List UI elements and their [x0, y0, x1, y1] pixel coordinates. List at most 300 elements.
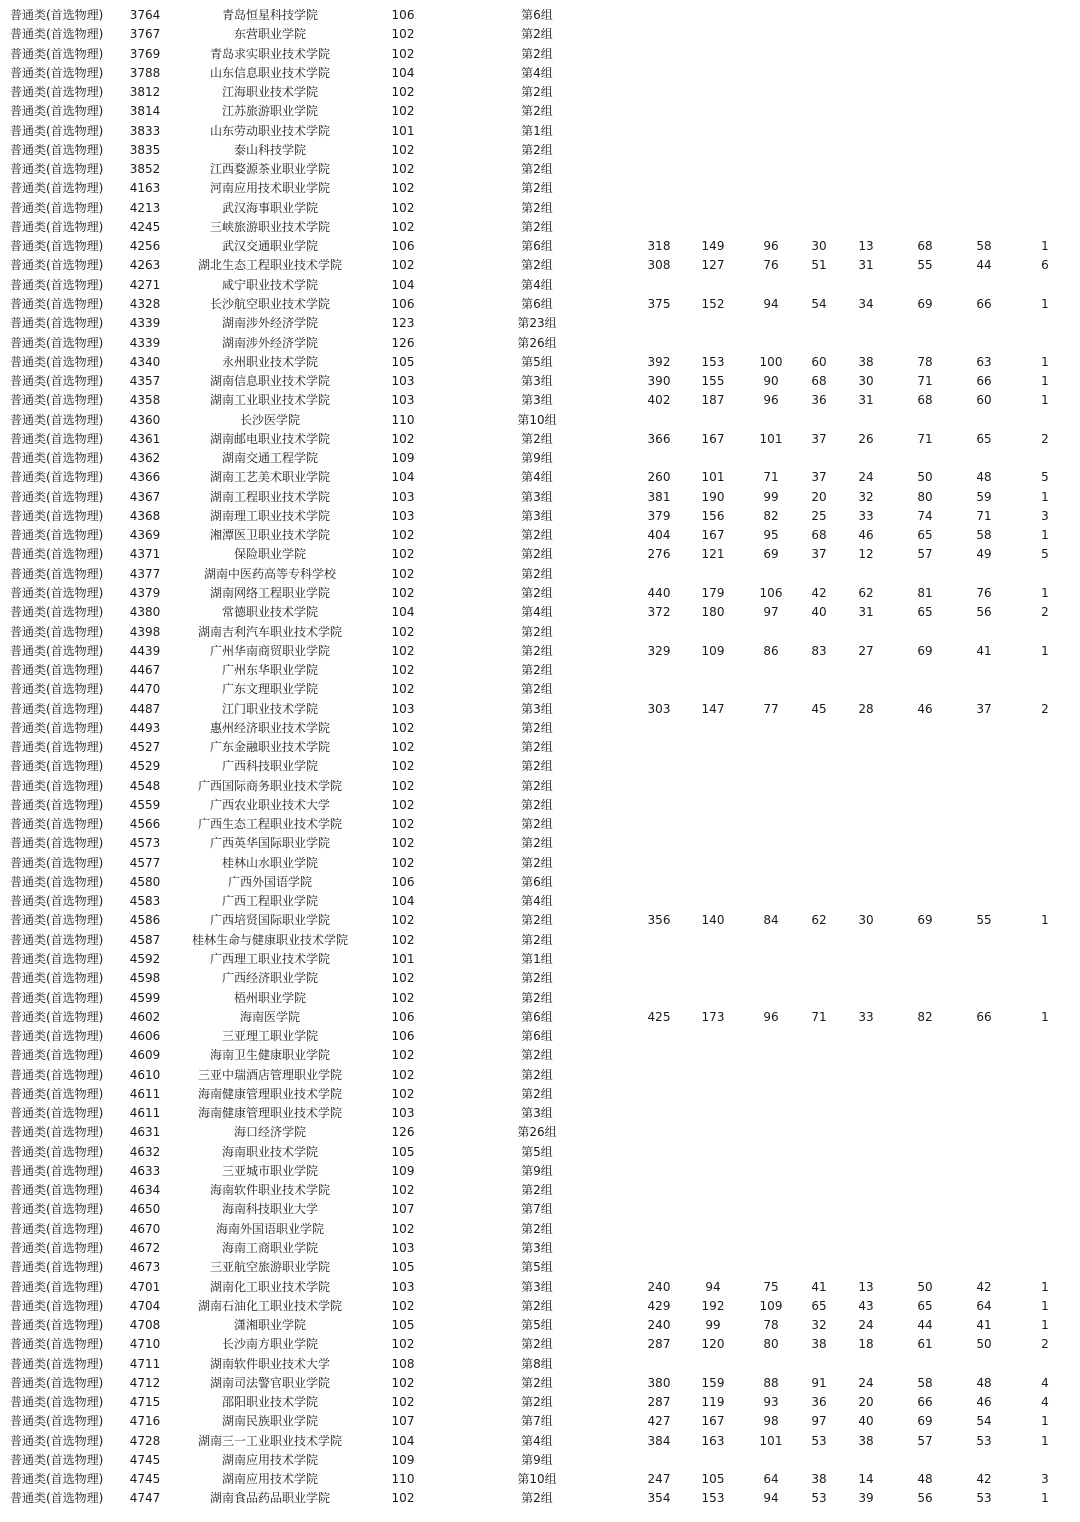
group-code-cell: 103 [391, 1106, 415, 1121]
school-code-cell: 4256 [129, 239, 161, 254]
school-name-cell: 广东文理职业学院 [221, 682, 318, 697]
school-code-cell: 4380 [129, 605, 161, 620]
stat-cell-6: 64 [976, 1298, 992, 1313]
school-code-cell: 4360 [129, 412, 161, 427]
school-name-cell: 三峡旅游职业技术学院 [209, 219, 330, 234]
stat-cell-2: 97 [763, 605, 779, 620]
group-label-cell: 第2组 [521, 778, 553, 793]
school-code-cell: 4398 [129, 624, 161, 639]
stat-cell-2: 76 [763, 258, 779, 273]
category-cell: 普通类(首选物理) [10, 181, 104, 196]
group-label-cell: 第2组 [521, 181, 553, 196]
group-code-cell: 102 [391, 778, 415, 793]
group-label-cell: 第2组 [521, 85, 553, 100]
stat-cell-4: 27 [858, 643, 874, 658]
table-row [0, 565, 1080, 584]
category-cell: 普通类(首选物理) [10, 932, 104, 947]
category-cell: 普通类(首选物理) [10, 508, 104, 523]
group-label-cell: 第2组 [521, 528, 553, 543]
group-label-cell: 第2组 [521, 566, 553, 581]
table-row [0, 738, 1080, 757]
group-label-cell: 第10组 [517, 412, 557, 427]
stat-cell-3: 32 [811, 1318, 827, 1333]
table-row [0, 545, 1080, 564]
group-code-cell: 102 [391, 817, 415, 832]
stat-cell-5: 48 [917, 1472, 933, 1487]
stat-cell-1: 127 [701, 258, 725, 273]
group-code-cell: 105 [391, 1144, 415, 1159]
school-name-cell: 河南应用技术职业学院 [209, 181, 330, 196]
table-row [0, 122, 1080, 141]
school-name-cell: 青岛恒星科技学院 [221, 8, 318, 22]
stat-cell-3: 41 [811, 1279, 827, 1294]
school-name-cell: 广州东华职业学院 [221, 663, 318, 678]
group-code-cell: 102 [391, 219, 415, 234]
table-row [0, 950, 1080, 969]
stat-cell-6: 53 [976, 1433, 992, 1448]
stat-cell-7: 1 [1041, 1433, 1049, 1448]
table-row [0, 353, 1080, 372]
group-code-cell: 102 [391, 566, 415, 581]
group-label-cell: 第2组 [521, 1395, 553, 1410]
group-code-cell: 102 [391, 547, 415, 562]
school-name-cell: 湖南工程职业技术学院 [209, 489, 330, 504]
category-cell: 普通类(首选物理) [10, 874, 104, 889]
stat-cell-4: 43 [858, 1298, 874, 1313]
stat-cell-0: 247 [647, 1472, 671, 1487]
table-row [0, 1393, 1080, 1412]
school-name-cell: 湖南应用技术学院 [221, 1472, 318, 1487]
stat-cell-3: 42 [811, 585, 827, 600]
stat-cell-4: 30 [858, 374, 874, 389]
school-code-cell: 4163 [129, 181, 161, 196]
group-code-cell: 102 [391, 932, 415, 947]
category-cell: 普通类(首选物理) [10, 1067, 104, 1082]
category-cell: 普通类(首选物理) [10, 258, 104, 273]
group-label-cell: 第2组 [521, 46, 553, 61]
table-row [0, 584, 1080, 603]
group-code-cell: 106 [391, 239, 415, 254]
group-code-cell: 106 [391, 1009, 415, 1024]
stat-cell-0: 260 [647, 470, 671, 485]
stat-cell-2: 94 [763, 296, 779, 311]
stat-cell-6: 42 [976, 1279, 992, 1294]
table-row [0, 372, 1080, 391]
school-name-cell: 江门职业技术学院 [221, 701, 318, 716]
school-code-cell: 4340 [129, 354, 161, 369]
school-name-cell: 海南健康管理职业技术学院 [197, 1086, 342, 1101]
group-label-cell: 第6组 [521, 1029, 553, 1044]
stat-cell-1: 167 [701, 528, 725, 543]
stat-cell-4: 24 [858, 470, 874, 485]
stat-cell-7: 2 [1041, 431, 1049, 446]
school-code-cell: 4670 [129, 1221, 161, 1236]
group-code-cell: 110 [391, 1472, 415, 1487]
group-label-cell: 第10组 [517, 1472, 557, 1487]
stat-cell-3: 51 [811, 258, 827, 273]
category-cell: 普通类(首选物理) [10, 1298, 104, 1313]
category-cell: 普通类(首选物理) [10, 451, 104, 466]
school-code-cell: 4583 [129, 894, 161, 909]
table-row [0, 1258, 1080, 1277]
group-label-cell: 第2组 [521, 663, 553, 678]
stat-cell-4: 28 [858, 701, 874, 716]
stat-cell-1: 152 [701, 296, 725, 311]
table-row [0, 488, 1080, 507]
stat-cell-3: 37 [811, 547, 827, 562]
group-label-cell: 第4组 [521, 277, 553, 292]
table-row [0, 873, 1080, 892]
school-code-cell: 4369 [129, 528, 161, 543]
group-code-cell: 102 [391, 990, 415, 1005]
school-name-cell: 邵阳职业技术学院 [221, 1395, 318, 1410]
group-label-cell: 第3组 [521, 1106, 553, 1121]
school-name-cell: 保险职业学院 [233, 547, 306, 562]
table-row [0, 449, 1080, 468]
stat-cell-3: 68 [811, 374, 827, 389]
stat-cell-7: 1 [1041, 374, 1049, 389]
group-code-cell: 102 [391, 1067, 415, 1082]
school-name-cell: 海南科技职业大学 [221, 1202, 318, 1217]
category-cell: 普通类(首选物理) [10, 123, 104, 138]
stat-cell-7: 1 [1041, 354, 1049, 369]
group-code-cell: 102 [391, 142, 415, 157]
stat-cell-4: 39 [858, 1491, 874, 1506]
school-code-cell: 4271 [129, 277, 161, 292]
stat-cell-0: 427 [647, 1414, 671, 1429]
category-cell: 普通类(首选物理) [10, 1433, 104, 1448]
school-name-cell: 湖南交通工程学院 [221, 451, 318, 466]
stat-cell-6: 37 [976, 701, 992, 716]
category-cell: 普通类(首选物理) [10, 682, 104, 697]
group-code-cell: 102 [391, 682, 415, 697]
group-label-cell: 第9组 [521, 1452, 553, 1467]
stat-cell-4: 40 [858, 1414, 874, 1429]
school-code-cell: 4592 [129, 952, 161, 967]
table-row [0, 468, 1080, 487]
group-code-cell: 102 [391, 624, 415, 639]
school-code-cell: 4577 [129, 855, 161, 870]
stat-cell-0: 372 [647, 605, 671, 620]
school-code-cell: 3812 [129, 85, 161, 100]
group-code-cell: 102 [391, 162, 415, 177]
category-cell: 普通类(首选物理) [10, 1125, 104, 1140]
group-label-cell: 第3组 [521, 508, 553, 523]
group-code-cell: 109 [391, 1452, 415, 1467]
school-code-cell: 4599 [129, 990, 161, 1005]
school-name-cell: 湖南应用技术学院 [221, 1452, 318, 1467]
stat-cell-4: 12 [858, 547, 874, 562]
stat-cell-2: 93 [763, 1395, 779, 1410]
table-row [0, 1297, 1080, 1316]
stat-cell-2: 99 [763, 489, 779, 504]
stat-cell-3: 68 [811, 528, 827, 543]
stat-cell-2: 94 [763, 1491, 779, 1506]
category-cell: 普通类(首选物理) [10, 547, 104, 562]
school-code-cell: 4467 [129, 663, 161, 678]
stat-cell-4: 38 [858, 354, 874, 369]
stat-cell-1: 192 [701, 1298, 725, 1313]
stat-cell-7: 3 [1041, 1472, 1049, 1487]
group-code-cell: 103 [391, 1279, 415, 1294]
stat-cell-6: 58 [976, 239, 992, 254]
category-cell: 普通类(首选物理) [10, 913, 104, 928]
stat-cell-1: 163 [701, 1433, 725, 1448]
category-cell: 普通类(首选物理) [10, 585, 104, 600]
school-code-cell: 4339 [129, 316, 161, 331]
stat-cell-0: 384 [647, 1433, 671, 1448]
group-label-cell: 第2组 [521, 1086, 553, 1101]
table-row [0, 1104, 1080, 1123]
stat-cell-6: 42 [976, 1472, 992, 1487]
stat-cell-6: 50 [976, 1337, 992, 1352]
group-code-cell: 102 [391, 643, 415, 658]
school-name-cell: 长沙航空职业技术学院 [209, 296, 330, 311]
category-cell: 普通类(首选物理) [10, 643, 104, 658]
category-cell: 普通类(首选物理) [10, 1009, 104, 1024]
group-code-cell: 102 [391, 740, 415, 755]
stat-cell-0: 303 [647, 701, 671, 716]
category-cell: 普通类(首选物理) [10, 778, 104, 793]
stat-cell-4: 30 [858, 913, 874, 928]
school-name-cell: 海南健康管理职业技术学院 [197, 1106, 342, 1121]
group-code-cell: 102 [391, 1395, 415, 1410]
group-code-cell: 108 [391, 1356, 415, 1371]
stat-cell-0: 240 [647, 1279, 671, 1294]
stat-cell-2: 78 [763, 1318, 779, 1333]
group-code-cell: 102 [391, 585, 415, 600]
stat-cell-2: 69 [763, 547, 779, 562]
stat-cell-7: 1 [1041, 1298, 1049, 1313]
stat-cell-5: 57 [917, 547, 933, 562]
category-cell: 普通类(首选物理) [10, 990, 104, 1005]
school-code-cell: 4358 [129, 393, 161, 408]
stat-cell-4: 34 [858, 296, 874, 311]
stat-cell-4: 62 [858, 585, 874, 600]
stat-cell-6: 58 [976, 528, 992, 543]
category-cell: 普通类(首选物理) [10, 528, 104, 543]
school-name-cell: 永州职业技术学院 [221, 354, 318, 369]
group-label-cell: 第2组 [521, 932, 553, 947]
admissions-table [0, 6, 1080, 1509]
group-label-cell: 第23组 [517, 316, 557, 331]
stat-cell-5: 69 [917, 1414, 933, 1429]
group-label-cell: 第5组 [521, 354, 553, 369]
category-cell: 普通类(首选物理) [10, 65, 104, 80]
school-code-cell: 4598 [129, 971, 161, 986]
table-row [0, 1066, 1080, 1085]
category-cell: 普通类(首选物理) [10, 1221, 104, 1236]
stat-cell-4: 20 [858, 1395, 874, 1410]
group-label-cell: 第3组 [521, 701, 553, 716]
table-row [0, 834, 1080, 853]
stat-cell-1: 120 [701, 1337, 725, 1352]
stat-cell-1: 156 [701, 508, 725, 523]
stat-cell-0: 402 [647, 393, 671, 408]
stat-cell-0: 308 [647, 258, 671, 273]
school-name-cell: 广西生态工程职业技术学院 [197, 817, 342, 832]
stat-cell-7: 1 [1041, 643, 1049, 658]
stat-cell-0: 375 [647, 296, 671, 311]
school-code-cell: 4609 [129, 1048, 161, 1063]
stat-cell-2: 84 [763, 913, 779, 928]
stat-cell-2: 109 [759, 1298, 783, 1313]
school-name-cell: 三亚航空旅游职业学院 [209, 1260, 330, 1275]
stat-cell-0: 440 [647, 585, 671, 600]
group-label-cell: 第2组 [521, 1298, 553, 1313]
stat-cell-1: 153 [701, 1491, 725, 1506]
group-code-cell: 103 [391, 393, 415, 408]
table-row [0, 64, 1080, 83]
group-code-cell: 102 [391, 913, 415, 928]
group-label-cell: 第4组 [521, 605, 553, 620]
stat-cell-3: 37 [811, 431, 827, 446]
group-label-cell: 第2组 [521, 759, 553, 774]
table-row [0, 757, 1080, 776]
stat-cell-0: 318 [647, 239, 671, 254]
category-cell: 普通类(首选物理) [10, 1144, 104, 1159]
category-cell: 普通类(首选物理) [10, 1260, 104, 1275]
school-name-cell: 广西培贤国际职业学院 [209, 913, 330, 928]
stat-cell-4: 46 [858, 528, 874, 543]
table-row [0, 1355, 1080, 1374]
stat-cell-3: 54 [811, 296, 827, 311]
category-cell: 普通类(首选物理) [10, 1318, 104, 1333]
school-code-cell: 4493 [129, 720, 161, 735]
category-cell: 普通类(首选物理) [10, 740, 104, 755]
stat-cell-4: 24 [858, 1318, 874, 1333]
category-cell: 普通类(首选物理) [10, 1106, 104, 1121]
group-code-cell: 106 [391, 1029, 415, 1044]
group-code-cell: 101 [391, 952, 415, 967]
group-code-cell: 109 [391, 1163, 415, 1178]
school-name-cell: 湖南化工职业技术学院 [209, 1279, 330, 1294]
group-code-cell: 103 [391, 374, 415, 389]
category-cell: 普通类(首选物理) [10, 1048, 104, 1063]
category-cell: 普通类(首选物理) [10, 1414, 104, 1429]
school-code-cell: 4611 [129, 1106, 161, 1121]
group-label-cell: 第2组 [521, 624, 553, 639]
table-row [0, 6, 1080, 25]
school-name-cell: 武汉交通职业学院 [221, 239, 318, 254]
stat-cell-1: 159 [701, 1375, 725, 1390]
stat-cell-5: 69 [917, 296, 933, 311]
table-row [0, 314, 1080, 333]
stat-cell-2: 96 [763, 393, 779, 408]
group-code-cell: 102 [391, 1048, 415, 1063]
school-code-cell: 4747 [129, 1491, 161, 1506]
group-code-cell: 102 [391, 1183, 415, 1198]
school-name-cell: 湘潭医卫职业技术学院 [209, 528, 330, 543]
stat-cell-5: 71 [917, 431, 933, 446]
stat-cell-5: 65 [917, 605, 933, 620]
school-name-cell: 海口经济学院 [233, 1125, 306, 1140]
school-name-cell: 长沙南方职业学院 [221, 1337, 318, 1352]
category-cell: 普通类(首选物理) [10, 1356, 104, 1371]
stat-cell-7: 1 [1041, 296, 1049, 311]
group-label-cell: 第6组 [521, 1009, 553, 1024]
group-label-cell: 第2组 [521, 720, 553, 735]
school-code-cell: 3835 [129, 142, 161, 157]
category-cell: 普通类(首选物理) [10, 894, 104, 909]
category-cell: 普通类(首选物理) [10, 277, 104, 292]
category-cell: 普通类(首选物理) [10, 162, 104, 177]
table-row [0, 1008, 1080, 1027]
school-code-cell: 4672 [129, 1241, 161, 1255]
stat-cell-5: 78 [917, 354, 933, 369]
group-label-cell: 第2组 [521, 104, 553, 119]
stat-cell-6: 54 [976, 1414, 992, 1429]
school-name-cell: 青岛求实职业技术学院 [209, 46, 330, 61]
category-cell: 普通类(首选物理) [10, 1183, 104, 1198]
table-row [0, 391, 1080, 410]
school-code-cell: 4263 [129, 258, 161, 273]
group-code-cell: 123 [391, 316, 415, 331]
school-code-cell: 4602 [129, 1009, 161, 1024]
group-code-cell: 109 [391, 451, 415, 466]
school-code-cell: 4586 [129, 913, 161, 928]
category-cell: 普通类(首选物理) [10, 335, 104, 350]
category-cell: 普通类(首选物理) [10, 1202, 104, 1217]
table-row [0, 1316, 1080, 1335]
table-row [0, 256, 1080, 275]
school-name-cell: 广西科技职业学院 [221, 759, 318, 774]
stat-cell-7: 1 [1041, 489, 1049, 504]
school-code-cell: 3767 [129, 27, 161, 42]
school-name-cell: 泰山科技学院 [233, 142, 306, 157]
table-row [0, 1181, 1080, 1200]
school-name-cell: 湖北生态工程职业技术学院 [197, 258, 342, 273]
group-label-cell: 第6组 [521, 296, 553, 311]
stat-cell-7: 1 [1041, 1414, 1049, 1429]
school-code-cell: 4548 [129, 778, 161, 793]
school-name-cell: 广西理工职业技术学院 [209, 952, 330, 967]
stat-cell-6: 66 [976, 374, 992, 389]
school-code-cell: 4711 [129, 1356, 161, 1371]
school-code-cell: 4704 [129, 1298, 161, 1313]
stat-cell-3: 25 [811, 508, 827, 523]
stat-cell-1: 173 [701, 1009, 725, 1024]
group-label-cell: 第2组 [521, 200, 553, 215]
stat-cell-7: 2 [1041, 701, 1049, 716]
category-cell: 普通类(首选物理) [10, 1029, 104, 1044]
school-name-cell: 湖南民族职业学院 [221, 1414, 318, 1429]
stat-cell-3: 97 [811, 1414, 827, 1429]
school-code-cell: 4633 [129, 1163, 161, 1178]
school-name-cell: 湖南中医药高等专科学校 [203, 566, 336, 581]
stat-cell-7: 1 [1041, 528, 1049, 543]
stat-cell-4: 38 [858, 1433, 874, 1448]
group-code-cell: 102 [391, 27, 415, 42]
table-row [0, 411, 1080, 430]
group-label-cell: 第2组 [521, 1183, 553, 1198]
group-label-cell: 第2组 [521, 547, 553, 562]
school-code-cell: 3833 [129, 123, 161, 138]
category-cell: 普通类(首选物理) [10, 142, 104, 157]
stat-cell-5: 58 [917, 1375, 933, 1390]
group-code-cell: 103 [391, 1241, 415, 1255]
school-name-cell: 湖南食品药品职业学院 [209, 1491, 330, 1506]
stat-cell-5: 46 [917, 701, 933, 716]
stat-cell-0: 380 [647, 1375, 671, 1390]
table-row [0, 1162, 1080, 1181]
stat-cell-5: 81 [917, 585, 933, 600]
table-row [0, 25, 1080, 44]
stat-cell-0: 287 [647, 1395, 671, 1410]
stat-cell-7: 1 [1041, 239, 1049, 254]
table-row [0, 1220, 1080, 1239]
stat-cell-2: 95 [763, 528, 779, 543]
